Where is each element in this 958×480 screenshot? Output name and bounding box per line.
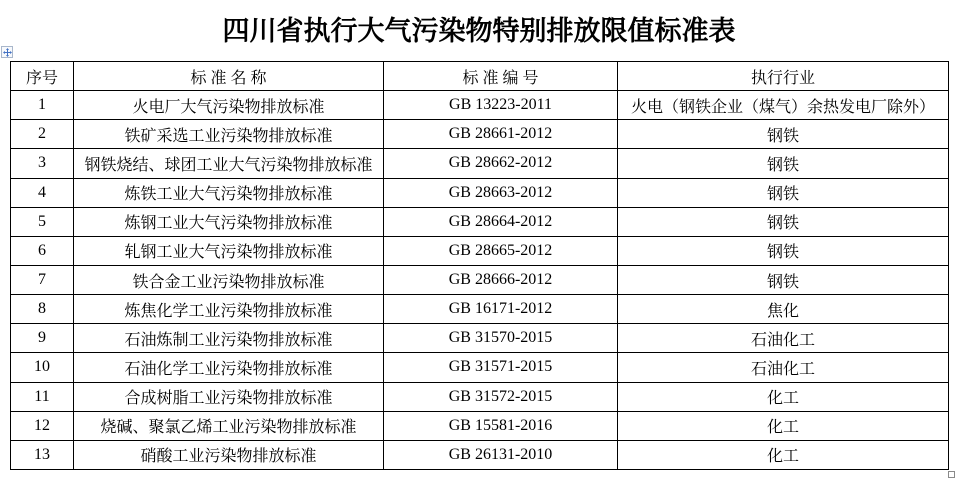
standard-code-cell[interactable]: GB 15581-2016	[384, 411, 618, 440]
industry-cell[interactable]: 火电（钢铁企业（煤气）余热发电厂除外）	[618, 91, 949, 120]
standard-name-cell[interactable]: 铁矿采选工业污染物排放标准	[74, 120, 384, 149]
header-serial-number[interactable]: 序号	[11, 62, 74, 91]
standard-code-cell[interactable]: GB 31570-2015	[384, 324, 618, 353]
table-move-handle[interactable]	[1, 46, 13, 58]
standard-code-cell[interactable]: GB 16171-2012	[384, 295, 618, 324]
serial-number-cell[interactable]: 12	[11, 411, 74, 440]
serial-number-cell[interactable]: 6	[11, 236, 74, 265]
standard-code-cell[interactable]: GB 31572-2015	[384, 382, 618, 411]
standard-code-cell[interactable]: GB 28661-2012	[384, 120, 618, 149]
serial-number-cell[interactable]: 10	[11, 353, 74, 382]
table-row	[11, 149, 949, 178]
table-row	[11, 265, 949, 294]
industry-cell[interactable]: 钢铁	[618, 178, 949, 207]
serial-number-cell[interactable]: 4	[11, 178, 74, 207]
table-row	[11, 440, 949, 469]
table-row	[11, 207, 949, 236]
standard-code-cell[interactable]: GB 31571-2015	[384, 353, 618, 382]
standards-table	[10, 61, 949, 470]
serial-number-cell[interactable]: 11	[11, 382, 74, 411]
serial-number-cell[interactable]: 2	[11, 120, 74, 149]
industry-cell[interactable]: 钢铁	[618, 236, 949, 265]
industry-cell[interactable]: 钢铁	[618, 149, 949, 178]
industry-cell[interactable]: 焦化	[618, 295, 949, 324]
standard-code-cell[interactable]: GB 26131-2010	[384, 440, 618, 469]
serial-number-cell[interactable]: 5	[11, 207, 74, 236]
four-arrows-move-icon	[3, 48, 12, 57]
standard-code-cell[interactable]: GB 28665-2012	[384, 236, 618, 265]
standard-name-cell[interactable]: 炼钢工业大气污染物排放标准	[74, 207, 384, 236]
standard-code-cell[interactable]: GB 28663-2012	[384, 178, 618, 207]
serial-number-cell[interactable]: 9	[11, 324, 74, 353]
standard-code-cell[interactable]: GB 28666-2012	[384, 265, 618, 294]
standard-name-cell[interactable]: 钢铁烧结、球团工业大气污染物排放标准	[74, 149, 384, 178]
industry-cell[interactable]: 钢铁	[618, 207, 949, 236]
table-resize-handle[interactable]	[948, 471, 955, 478]
table-header-row	[11, 62, 949, 91]
standard-code-cell[interactable]: GB 13223-2011	[384, 91, 618, 120]
document-title[interactable]: 四川省执行大气污染物特别排放限值标准表	[222, 16, 736, 46]
table-row	[11, 236, 949, 265]
standard-name-cell[interactable]: 硝酸工业污染物排放标准	[74, 440, 384, 469]
industry-cell[interactable]: 钢铁	[618, 120, 949, 149]
standard-name-cell[interactable]: 火电厂大气污染物排放标准	[74, 91, 384, 120]
standard-name-cell[interactable]: 合成树脂工业污染物排放标准	[74, 382, 384, 411]
table-row	[11, 411, 949, 440]
serial-number-cell[interactable]: 13	[11, 440, 74, 469]
industry-cell[interactable]: 钢铁	[618, 265, 949, 294]
industry-cell[interactable]: 化工	[618, 411, 949, 440]
table-row	[11, 353, 949, 382]
standard-name-cell[interactable]: 铁合金工业污染物排放标准	[74, 265, 384, 294]
standard-name-cell[interactable]: 轧钢工业大气污染物排放标准	[74, 236, 384, 265]
table-row	[11, 91, 949, 120]
serial-number-cell[interactable]: 3	[11, 149, 74, 178]
serial-number-cell[interactable]: 1	[11, 91, 74, 120]
table-row	[11, 295, 949, 324]
industry-cell[interactable]: 化工	[618, 440, 949, 469]
standard-code-cell[interactable]: GB 28662-2012	[384, 149, 618, 178]
header-standard-code[interactable]: 标 准 编 号	[384, 62, 618, 91]
table-row	[11, 382, 949, 411]
industry-cell[interactable]: 石油化工	[618, 353, 949, 382]
table-row	[11, 178, 949, 207]
standard-name-cell[interactable]: 炼焦化学工业污染物排放标准	[74, 295, 384, 324]
serial-number-cell[interactable]: 8	[11, 295, 74, 324]
standard-name-cell[interactable]: 烧碱、聚氯乙烯工业污染物排放标准	[74, 411, 384, 440]
header-industry[interactable]: 执行行业	[618, 62, 949, 91]
industry-cell[interactable]: 化工	[618, 382, 949, 411]
serial-number-cell[interactable]: 7	[11, 265, 74, 294]
standard-name-cell[interactable]: 石油化学工业污染物排放标准	[74, 353, 384, 382]
table-row	[11, 120, 949, 149]
table-row	[11, 324, 949, 353]
standard-code-cell[interactable]: GB 28664-2012	[384, 207, 618, 236]
header-standard-name[interactable]: 标 准 名 称	[74, 62, 384, 91]
standard-name-cell[interactable]: 石油炼制工业污染物排放标准	[74, 324, 384, 353]
industry-cell[interactable]: 石油化工	[618, 324, 949, 353]
standard-name-cell[interactable]: 炼铁工业大气污染物排放标准	[74, 178, 384, 207]
